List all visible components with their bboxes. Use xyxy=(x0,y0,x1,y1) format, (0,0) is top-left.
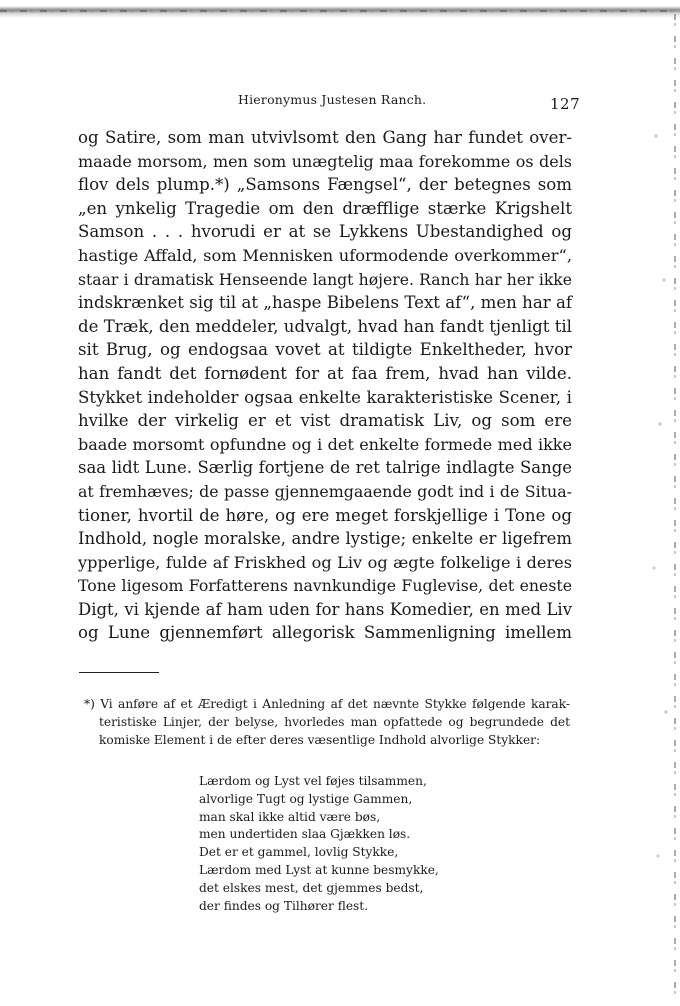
scan-speckle xyxy=(650,40,670,1000)
verse-line: Det er et gammel, lovlig Stykke, xyxy=(199,845,399,860)
text-line: flov dels plump.*) „Samsons Fængsel“, der betegnes som xyxy=(78,175,572,195)
text-line: Tone ligesom Forfatterens navnkundige Fuglevise, det eneste xyxy=(78,576,572,596)
verse-line: Lærdom og Lyst vel føjes tilsammen, xyxy=(199,774,427,788)
text-line: han fandt det fornødent for at faa frem, hvad han vilde. xyxy=(78,363,572,383)
text-line: staar i dramatisk Henseende langt højere. Ranch har her ikke xyxy=(78,269,572,289)
footnote-line: teristiske Linjer, der belyse, hvorledes man opfattede og begrundede det xyxy=(99,715,570,730)
text-line: „en ynkelig Tragedie om den dræfflige stærke Krigshelt xyxy=(78,198,572,218)
footnote-line: komiske Element i de efter deres væsentlige Indhold alvorlige Stykker: xyxy=(99,733,541,748)
text-line: hvilke der virkelig er et vist dramatisk Liv, og som ere xyxy=(78,411,572,431)
text-line: Digt, vi kjende af ham uden for hans Komedier, en med Liv xyxy=(78,599,572,619)
verse-line: der findes og Tilhører flest. xyxy=(199,898,369,913)
footnote-verse xyxy=(199,773,439,915)
text-line: baade morsomt opfundne og i det enkelte formede med ikke xyxy=(78,434,572,454)
text-line: hastige Affald, som Mennisken uformodende overkommer“, xyxy=(78,245,572,265)
verse-line: man skal ikke altid være bøs, xyxy=(199,809,381,824)
scan-right-edge xyxy=(674,14,676,1004)
text-line: Samson . . . hvorudi er at se Lykkens Ubestandighed og xyxy=(78,222,572,242)
verse-line: men undertiden slaa Gjækken løs. xyxy=(199,827,411,842)
footnote xyxy=(84,695,570,750)
running-title: Hieronymus Justesen Ranch. xyxy=(238,92,427,107)
footnote-divider xyxy=(79,672,159,673)
scan-top-edge xyxy=(0,6,680,18)
verse-line: Lærdom med Lyst at kunne besmykke, xyxy=(199,862,439,877)
text-line: maade morsom, men som unægtelig maa forekomme os dels xyxy=(78,151,572,171)
text-line: tioner, hvortil de høre, og ere meget forskjellige i Tone og xyxy=(78,505,572,525)
text-line: og Satire, som man utvivlsomt den Gang har fundet over- xyxy=(78,128,572,147)
text-line: at fremhæves; de passe gjennemgaaende godt ind i de Situa- xyxy=(78,481,572,501)
verse-line: alvorlige Tugt og lystige Gammen, xyxy=(199,791,413,806)
text-line: og Lune gjennemført allegorisk Sammenligning imellem xyxy=(78,623,572,643)
text-line: sit Brug, og endogsaa vovet at tildigte Enkeltheder, hvor xyxy=(78,340,572,360)
text-line: ypperlige, fulde af Friskhed og Liv og ægte folkelige i deres xyxy=(78,552,572,572)
body-text xyxy=(78,126,572,645)
verse-line: det elskes mest, det gjemmes bedst, xyxy=(199,880,424,895)
text-line: de Træk, den meddeler, udvalgt, hvad han fandt tjenligt til xyxy=(78,316,572,336)
footnote-line: *) Vi anføre af et Æredigt i Anledning af det nævnte Stykke følgende karak- xyxy=(84,697,570,711)
text-line: saa lidt Lune. Særlig fortjene de ret talrige indlagte Sange xyxy=(78,458,572,478)
text-line: Stykket indeholder ogsaa enkelte karakteristiske Scener, i xyxy=(78,387,572,407)
page-number: 127 xyxy=(550,95,581,113)
text-line: Indhold, nogle moralske, andre lystige; enkelte er ligefrem xyxy=(78,529,572,549)
text-line: indskrænket sig til at „haspe Bibelens Text af“, men har af xyxy=(78,293,572,313)
